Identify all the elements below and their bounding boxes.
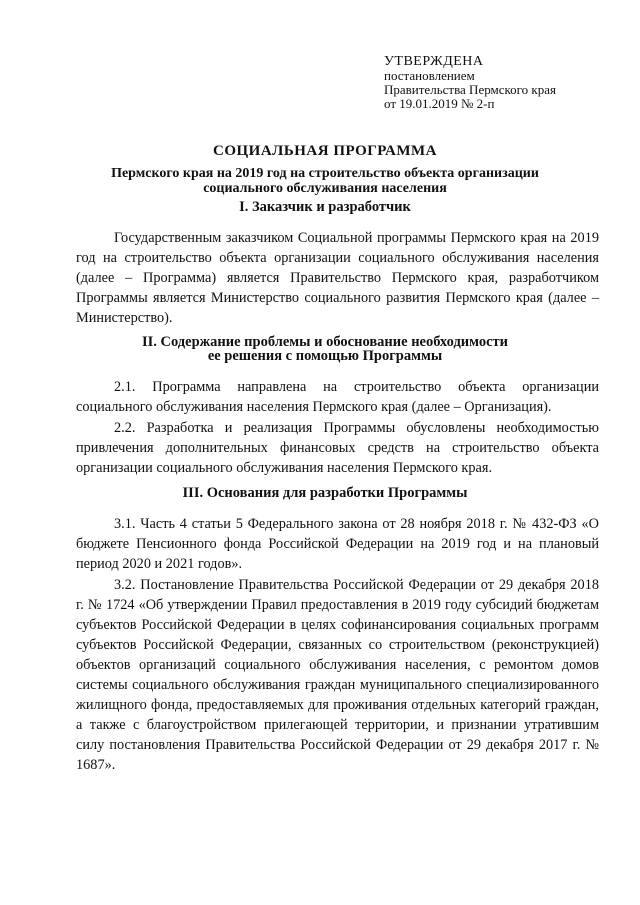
section-3-paragraph-1: 3.1. Часть 4 статьи 5 Федерального закона от 28 ноября 2018 г. № 432-ФЗ «О бюджете Пенсионного фонда Российской Федерации на 2019 год и на плановый период 2020 и 2021 годов». [76,516,599,572]
approval-heading: УТВЕРЖДЕНА [384,54,484,69]
section-2-heading [40,335,610,363]
title-block [40,142,610,196]
section-3-heading: III. Основания для разработки Программы [182,485,468,501]
section-2-paragraph-1: 2.1. Программа направлена на строительство объекта организации социального обслуживания населения Пермского края (далее – Организация). [76,379,599,415]
subtitle-line-2: социального обслуживания населения [203,181,447,196]
approval-line-government: Правительства Пермского края [384,82,556,97]
subtitle-line-1: Пермского края на 2019 год на строительство объекта организации [111,166,539,181]
section-1-heading: I. Заказчик и разработчик [239,199,411,215]
section-2-heading-line-1: II. Содержание проблемы и обоснование необходимости [141,334,509,350]
section-2-paragraph-2: 2.2. Разработка и реализация Программы обусловлены необходимостью привлечения дополнительных финансовых средств на строительство объекта организации социального обслуживания населения Пермского края. [76,420,599,476]
approval-line-decree: постановлением [384,68,475,83]
approval-line-date: от 19.01.2019 № 2-п [384,96,495,111]
approval-stamp [384,55,624,111]
document-title: СОЦИАЛЬНАЯ ПРОГРАММА [212,143,438,159]
section-2-heading-line-2: ее решения с помощью Программы [207,348,443,364]
document-subtitle [40,166,610,196]
section-1-paragraph-1: Государственным заказчиком Социальной программы Пермского края на 2019 год на строительство объекта организации социального обслуживания населения (далее – Программа) является Правительство Пермского края, разработчиком Программы является Министерство социального развития Пермского края (далее – Министерство). [76,230,599,326]
section-3-paragraph-2: 3.2. Постановление Правительства Российской Федерации от 29 декабря 2018 г. № 1724 «Об утверждении Правил предоставления в 2019 году субсидий бюджетам субъектов Российской Федерации в целях софинансирования социальных программ субъектов Российской Федерации, связанных со строительством (реконструкцией) объектов организаций социального обслуживания населения, с ремонтом домов системы социального обслуживания граждан муниципального специализированного жилищного фонда, предоставляемых для проживания отдельных категорий граждан, а также с благоустройством прилегающей территории, и признании утратившим силу постановления Правительства Российской Федерации от 29 декабря 2017 г. № 1687». [76,577,599,773]
